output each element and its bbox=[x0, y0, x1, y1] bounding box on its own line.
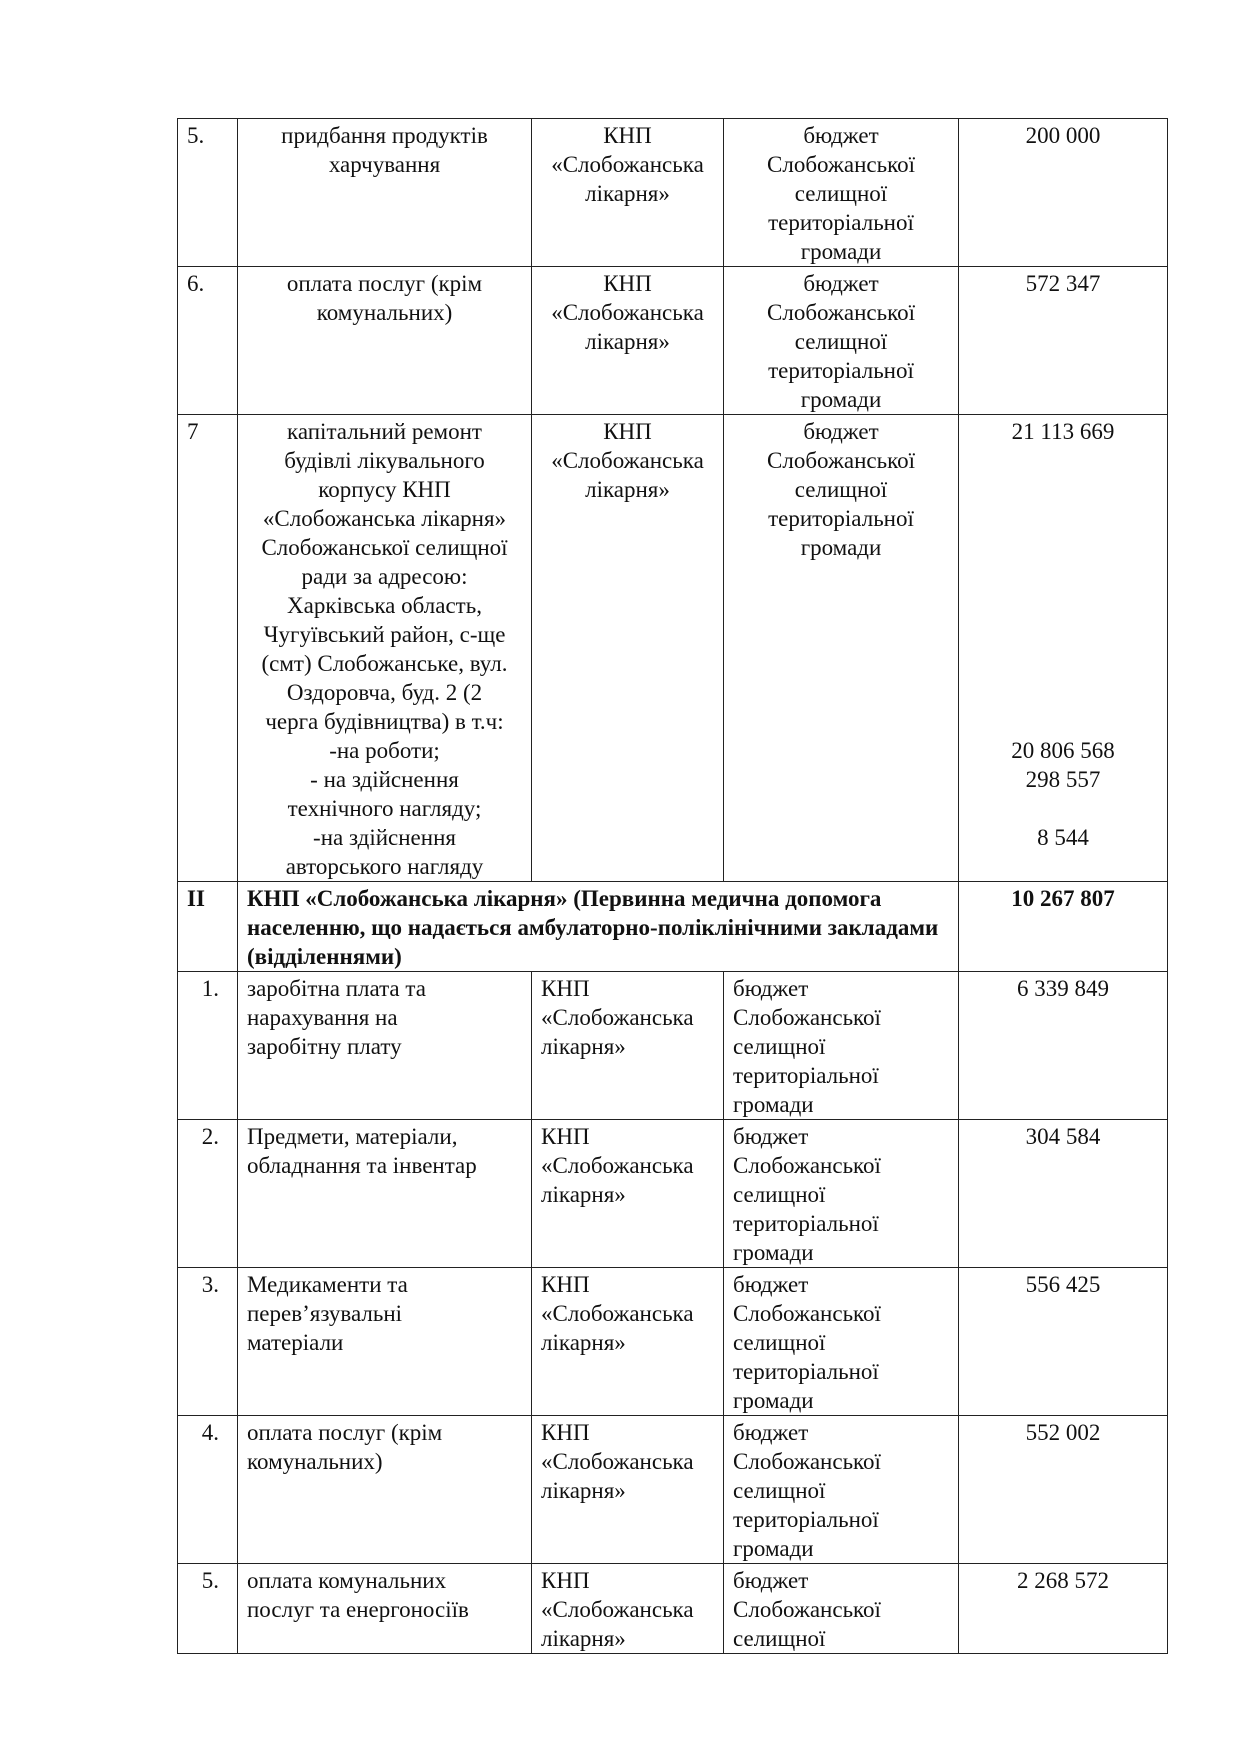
item-executor: КНП «Слобожанська лікарня» bbox=[532, 119, 724, 267]
item-executor: КНП «Слобожанська лікарня» bbox=[532, 267, 724, 415]
table-row bbox=[178, 972, 1168, 1120]
item-executor: КНП «Слобожанська лікарня» bbox=[532, 1120, 724, 1268]
item-funding-source: бюджет Слобожанської селищної територіальної громади bbox=[724, 1268, 959, 1416]
item-funding-source: бюджет Слобожанської селищної територіальної громади bbox=[724, 267, 959, 415]
item-amount: 552 002 bbox=[959, 1416, 1168, 1564]
budget-table bbox=[177, 118, 1168, 1654]
row-number: 4. bbox=[178, 1416, 238, 1564]
item-amount: 556 425 bbox=[959, 1268, 1168, 1416]
item-name: придбання продуктів харчування bbox=[238, 119, 532, 267]
item-funding-source: бюджет Слобожанської селищної територіальної громади bbox=[724, 1120, 959, 1268]
item-name: заробітна плата та нарахування на заробітну плату bbox=[238, 972, 532, 1120]
item-executor: КНП «Слобожанська лікарня» bbox=[532, 972, 724, 1120]
item-executor: КНП «Слобожанська лікарня» bbox=[532, 1564, 724, 1654]
item-funding-source: бюджет Слобожанської селищної територіальної громади bbox=[724, 415, 959, 882]
section-amount: 10 267 807 bbox=[959, 882, 1168, 972]
item-name: оплата послуг (крім комунальних) bbox=[238, 267, 532, 415]
item-amount: 21 113 669 20 806 568 298 557 8 544 bbox=[959, 415, 1168, 882]
item-executor: КНП «Слобожанська лікарня» bbox=[532, 1416, 724, 1564]
table-row bbox=[178, 1268, 1168, 1416]
item-funding-source: бюджет Слобожанської селищної територіальної громади bbox=[724, 1416, 959, 1564]
item-amount: 2 268 572 bbox=[959, 1564, 1168, 1654]
row-number: 2. bbox=[178, 1120, 238, 1268]
row-number: 5. bbox=[178, 119, 238, 267]
row-number: 1. bbox=[178, 972, 238, 1120]
table-row bbox=[178, 1120, 1168, 1268]
row-number: 7 bbox=[178, 415, 238, 882]
item-name: Предмети, матеріали, обладнання та інвентар bbox=[238, 1120, 532, 1268]
item-executor: КНП «Слобожанська лікарня» bbox=[532, 1268, 724, 1416]
item-funding-source: бюджет Слобожанської селищної територіальної громади bbox=[724, 972, 959, 1120]
item-name: Медикаменти та перев’язувальні матеріали bbox=[238, 1268, 532, 1416]
item-amount: 200 000 bbox=[959, 119, 1168, 267]
table-row bbox=[178, 415, 1168, 882]
item-name: оплата комунальних послуг та енергоносіїв bbox=[238, 1564, 532, 1654]
item-amount: 304 584 bbox=[959, 1120, 1168, 1268]
item-executor: КНП «Слобожанська лікарня» bbox=[532, 415, 724, 882]
item-amount: 572 347 bbox=[959, 267, 1168, 415]
table-row bbox=[178, 1416, 1168, 1564]
item-name: капітальний ремонт будівлі лікувального корпусу КНП «Слобожанська лікарня» Слобожанської селищної ради за адресою: Харківська область, Чугуївський район, с-ще (смт) Слобожанське, вул. Оздоровча, буд. 2 (2 черга будівництва) в т.ч: -на роботи; - на здійснення технічного нагляду; -на здійснення авторського нагляду bbox=[238, 415, 532, 882]
table-row bbox=[178, 267, 1168, 415]
row-number: 3. bbox=[178, 1268, 238, 1416]
table-row bbox=[178, 1564, 1168, 1654]
item-funding-source: бюджет Слобожанської селищної bbox=[724, 1564, 959, 1654]
item-funding-source: бюджет Слобожанської селищної територіальної громади bbox=[724, 119, 959, 267]
table-row bbox=[178, 119, 1168, 267]
row-number: 5. bbox=[178, 1564, 238, 1654]
section-number: II bbox=[178, 882, 238, 972]
section-row bbox=[178, 882, 1168, 972]
item-name: оплата послуг (крім комунальних) bbox=[238, 1416, 532, 1564]
section-title: КНП «Слобожанська лікарня» (Первинна медична допомога населенню, що надається амбулаторно-поліклінічними закладами (відділеннями) bbox=[238, 882, 959, 972]
row-number: 6. bbox=[178, 267, 238, 415]
item-amount: 6 339 849 bbox=[959, 972, 1168, 1120]
